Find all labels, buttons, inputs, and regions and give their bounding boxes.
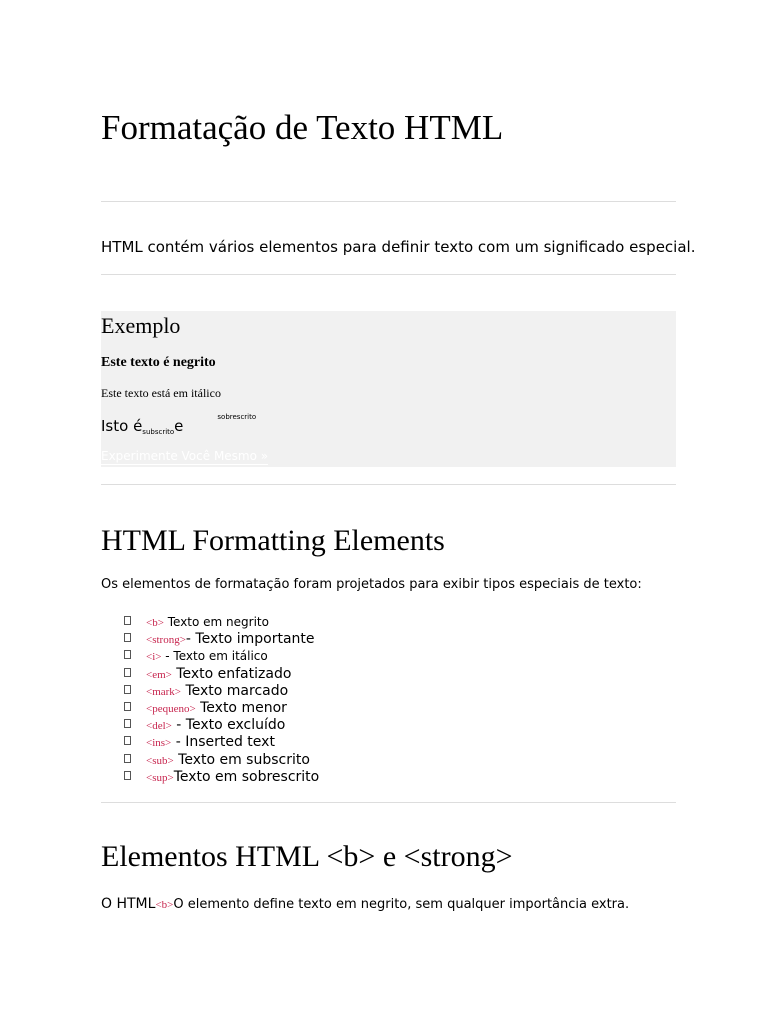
page-title: Formatação de Texto HTML <box>101 108 504 147</box>
square-bullet-icon <box>124 685 131 694</box>
example-subsup-line <box>101 413 256 445</box>
list-item <box>124 646 319 663</box>
formatting-heading: HTML Formatting Elements <box>101 524 445 557</box>
item-text: - Texto em itálico <box>161 649 268 664</box>
square-bullet-icon <box>124 668 131 677</box>
paragraph-text: O elemento define texto em negrito, sem qualquer importância extra. <box>173 897 630 912</box>
item-text: Texto menor <box>195 699 287 716</box>
divider <box>101 802 676 803</box>
item-text: - Texto importante <box>185 631 315 648</box>
item-text: Texto em subscrito <box>173 751 310 768</box>
tag-code: <mark> <box>146 685 182 698</box>
formatting-intro: Os elementos de formatação foram projetados para exibir tipos especiais de texto: <box>101 577 642 592</box>
list-item <box>124 612 319 629</box>
list-item <box>124 750 319 767</box>
square-bullet-icon <box>124 702 131 711</box>
intro-paragraph: HTML contém vários elementos para definir texto com um significado especial. <box>101 238 696 256</box>
tag-code: <em> <box>146 668 172 681</box>
item-text: - Texto excluído <box>171 717 286 734</box>
paragraph-prefix: O HTML <box>101 896 156 912</box>
list-item <box>124 681 319 698</box>
tag-code: <strong> <box>146 634 186 647</box>
square-bullet-icon <box>124 616 131 625</box>
tag-code: <sub> <box>146 754 174 767</box>
square-bullet-icon <box>124 650 131 659</box>
superscript-text: sobrescrito <box>217 413 257 421</box>
example-italic-text: Este texto está em itálico <box>101 386 221 400</box>
list-item <box>124 698 319 715</box>
item-text: Texto enfatizado <box>171 665 292 682</box>
square-bullet-icon <box>124 754 131 763</box>
subscript-text: subscrito <box>142 428 175 436</box>
tag-code: <b> <box>146 617 164 629</box>
formatting-list <box>124 612 319 784</box>
item-text: Texto em negrito <box>163 615 269 629</box>
tag-code: <i> <box>146 651 162 664</box>
square-bullet-icon <box>124 771 131 780</box>
item-text: - Inserted text <box>171 734 275 751</box>
tag-code: <b> <box>155 899 174 911</box>
list-item <box>124 664 319 681</box>
tag-code: <ins> <box>146 737 172 750</box>
divider <box>101 484 676 485</box>
b-strong-paragraph <box>101 895 629 914</box>
square-bullet-icon <box>124 719 131 728</box>
example-bold-text: Este texto é negrito <box>101 355 216 370</box>
b-strong-heading: Elementos HTML <b> e <strong> <box>101 840 513 873</box>
list-item <box>124 732 319 749</box>
list-item <box>124 715 319 732</box>
item-text: Texto em sobrescrito <box>173 768 320 785</box>
divider <box>101 201 676 202</box>
square-bullet-icon <box>124 633 131 642</box>
subsup-prefix: Isto é <box>101 417 143 435</box>
item-text: Texto marcado <box>181 682 289 699</box>
tag-code: <pequeno> <box>146 702 196 715</box>
tag-code: <del> <box>146 720 172 733</box>
divider <box>101 274 676 275</box>
list-item <box>124 629 319 646</box>
tag-code: <sup> <box>146 771 174 784</box>
square-bullet-icon <box>124 736 131 745</box>
subsup-middle: e <box>174 417 184 435</box>
list-item <box>124 767 319 784</box>
try-it-yourself-link[interactable]: Experimente Você Mesmo » <box>101 449 269 463</box>
example-heading: Exemplo <box>101 313 181 338</box>
